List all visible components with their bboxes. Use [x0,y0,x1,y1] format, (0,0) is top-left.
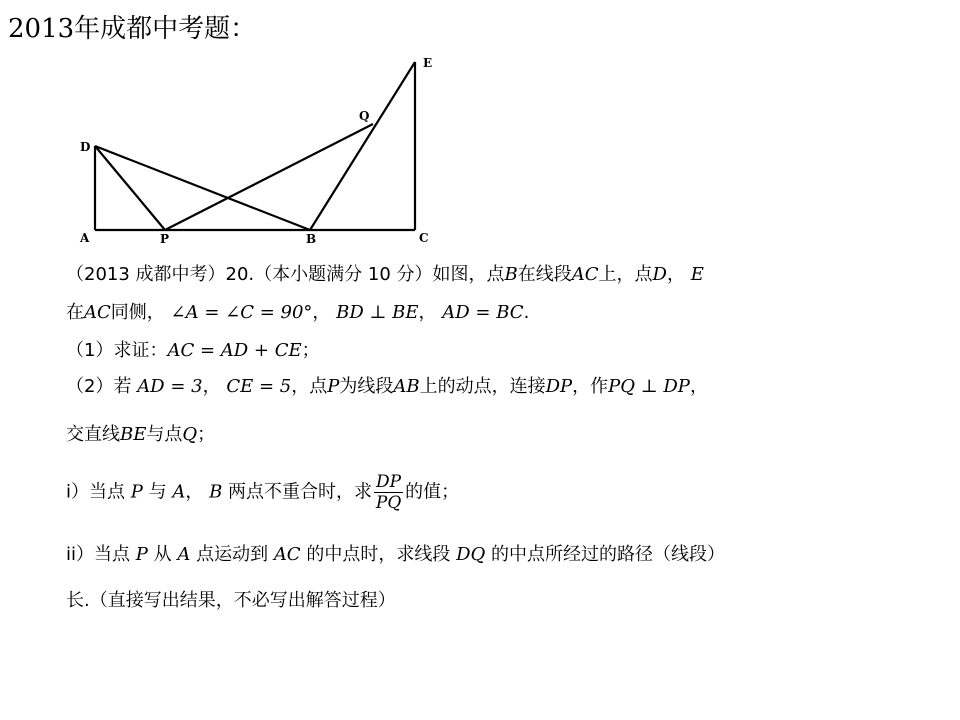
label-B: B [306,232,317,246]
problem-line-7: ii）当点 P 从 A 点运动到 AC 的中点时，求线段 DQ 的中点所经过的路径（线段） [66,544,725,565]
problem-line-4: （2）若 AD = 3， CE = 5，点P为线段AB上的动点，连接DP，作PQ ⊥ DP， [66,376,708,397]
problem-line-1: （2013 成都中考）20.（本小题满分 10 分）如图，点B在线段AC上，点D， E [66,264,704,285]
label-D: D [80,140,91,154]
segment-BE [310,62,415,230]
page-title: 2013年成都中考题： [8,14,257,44]
label-C: C [419,231,429,245]
label-A: A [80,231,90,245]
segment-DB [95,146,310,230]
problem-line-3: （1）求证：AC = AD + CE； [66,340,320,361]
label-Q: Q [359,109,370,123]
problem-line-5: 交直线BE与点Q； [66,424,216,445]
problem-line-2: 在AC同侧， ∠A = ∠C = 90°， BD ⊥ BE， AD = BC. [66,302,530,323]
problem-line-6: i）当点 P 与 A， B 两点不重合时，求 $\frac{DP}{PQ}$ 的值； [66,472,460,513]
problem-line-8: 长.（直接写出结果，不必写出解答过程） [66,590,396,611]
label-P: P [160,232,170,246]
fraction-dp-pq: $\frac{DP}{PQ}$ [375,472,402,513]
geometry-figure [70,50,450,250]
label-E: E [423,56,433,70]
